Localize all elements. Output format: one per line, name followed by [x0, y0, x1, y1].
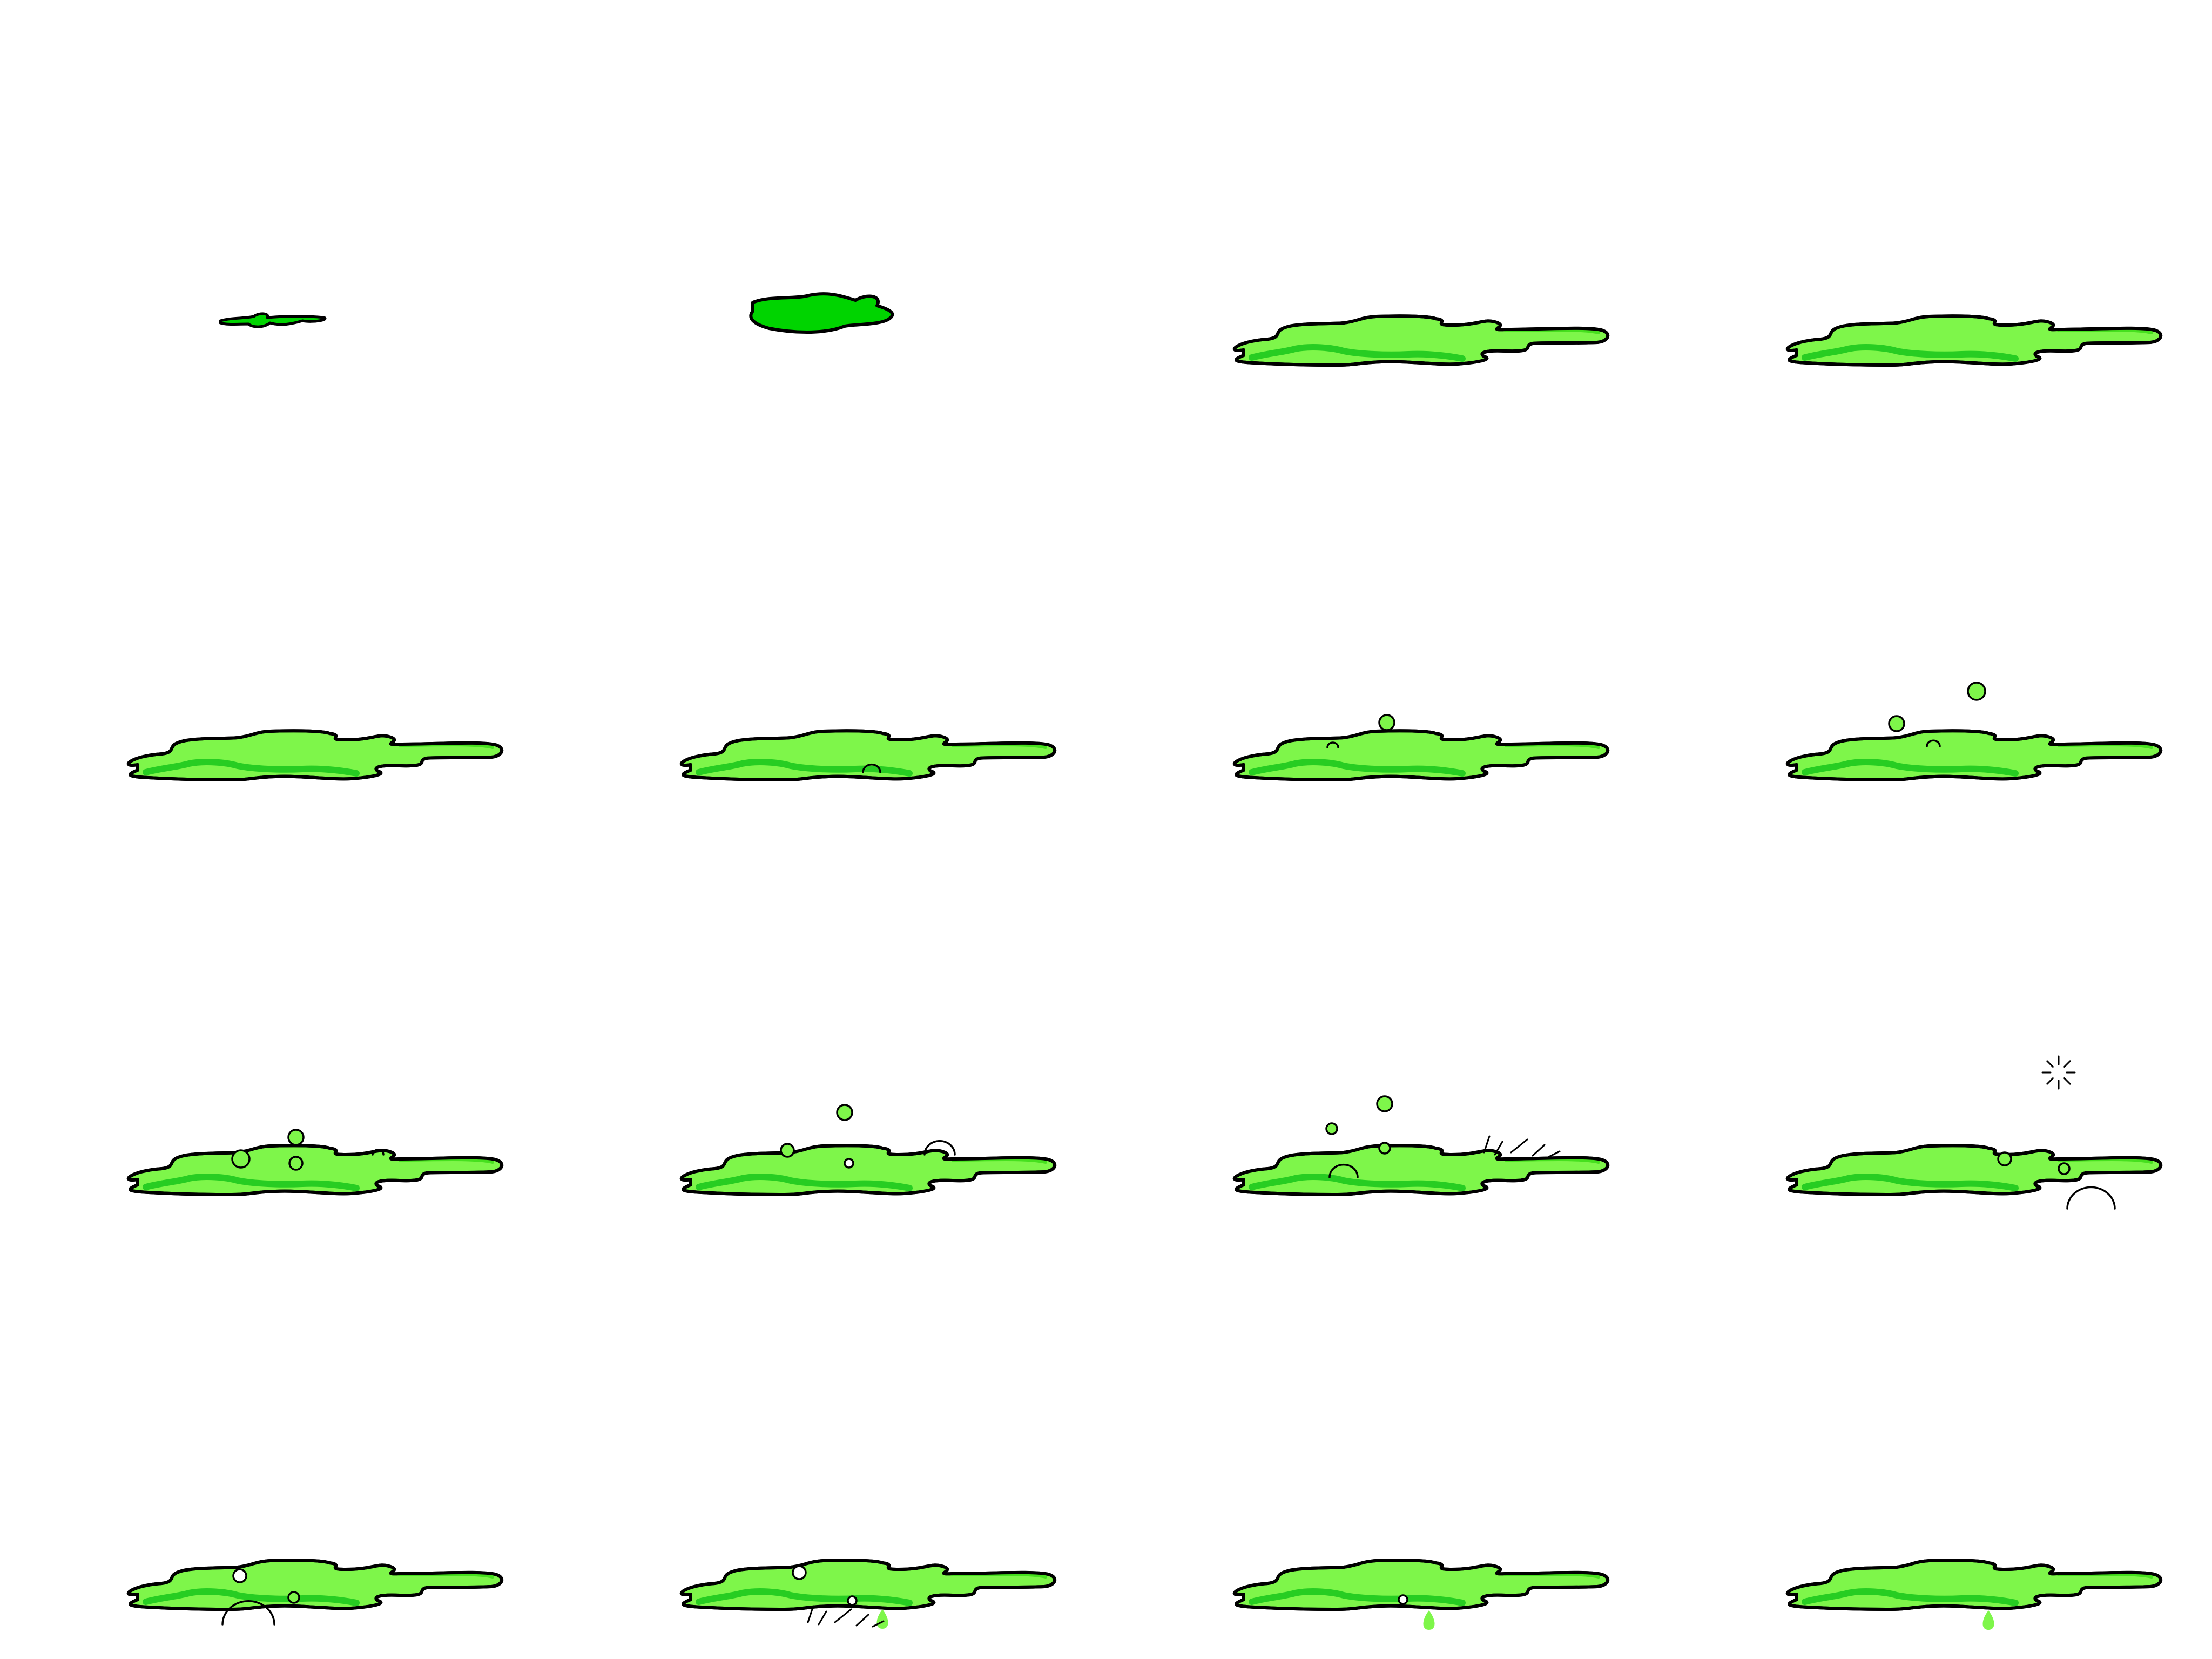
slime-body — [129, 731, 502, 780]
slime-body — [129, 1145, 502, 1195]
frame-5 — [0, 415, 553, 830]
frame-3 — [1106, 0, 1659, 415]
frame-12 — [1659, 830, 2212, 1244]
bubble — [793, 1566, 806, 1579]
bubble — [1889, 716, 1904, 731]
slime-puddle — [1235, 316, 1608, 365]
frame-10 — [553, 830, 1106, 1244]
slime-body — [682, 1145, 1055, 1195]
frame-4 — [1659, 0, 2212, 415]
frame-16 — [1659, 1244, 2212, 1659]
frame-8 — [1659, 415, 2212, 830]
bubble — [289, 1157, 302, 1170]
slime-body — [1235, 316, 1608, 365]
slime-puddle — [1235, 1145, 1608, 1195]
slime-puddle — [682, 1560, 1055, 1609]
bubble — [2059, 1163, 2069, 1174]
droplet — [877, 1609, 888, 1629]
slime-body — [682, 731, 1055, 780]
slime-body — [1788, 1560, 2161, 1609]
bubble — [233, 1569, 246, 1582]
slime-puddle — [1788, 1560, 2161, 1609]
frame-art — [0, 0, 553, 415]
slime-splat — [751, 294, 892, 332]
frame-6 — [553, 415, 1106, 830]
slime-body — [1235, 731, 1608, 780]
frame-7 — [1106, 415, 1659, 830]
frame-2 — [553, 0, 1106, 415]
frame-art — [1659, 0, 2212, 415]
pop-sparks — [2042, 1056, 2075, 1089]
bubble — [1379, 715, 1394, 730]
frame-art — [1106, 415, 1659, 830]
bubble — [1968, 683, 1985, 700]
slime-puddle — [1788, 1145, 2161, 1195]
bubble — [848, 1596, 857, 1605]
bubble — [288, 1592, 299, 1603]
frame-14 — [553, 1244, 1106, 1659]
slime-puddle — [129, 731, 502, 780]
frame-art — [553, 1244, 1106, 1659]
frame-art — [553, 0, 1106, 415]
slime-puddle — [1235, 731, 1608, 780]
frame-1 — [0, 0, 553, 415]
frame-art — [0, 415, 553, 830]
slime-puddle — [129, 1560, 502, 1609]
slime-puddle — [1235, 1560, 1608, 1609]
slime-splat — [220, 314, 325, 327]
splash-streaks — [808, 1606, 884, 1627]
slime-body — [682, 1560, 1055, 1609]
slime-body — [1788, 316, 2161, 365]
slime-body — [129, 1560, 502, 1609]
droplet — [1983, 1610, 1994, 1630]
frame-art — [1106, 1244, 1659, 1659]
slime-body — [1788, 1145, 2161, 1195]
frame-15 — [1106, 1244, 1659, 1659]
frame-13 — [0, 1244, 553, 1659]
frame-art — [1106, 0, 1659, 415]
bubble — [1326, 1123, 1337, 1134]
bubble — [781, 1144, 794, 1157]
slime-puddle — [682, 731, 1055, 780]
frame-art — [1659, 830, 2212, 1244]
frame-art — [1106, 830, 1659, 1244]
splash-streaks — [1484, 1136, 1560, 1157]
frame-art — [0, 1244, 553, 1659]
bubble — [845, 1159, 853, 1168]
bubble — [1998, 1152, 2011, 1165]
splat-shape — [220, 314, 325, 327]
slime-body — [1235, 1145, 1608, 1195]
bubble — [1379, 1143, 1390, 1154]
slime-puddle — [1788, 316, 2161, 365]
frame-art — [553, 415, 1106, 830]
bubble — [232, 1150, 249, 1168]
slime-puddle — [129, 1145, 502, 1195]
slime-body — [1788, 731, 2161, 780]
frame-9 — [0, 830, 553, 1244]
bubble — [837, 1105, 852, 1120]
slime-puddle — [682, 1145, 1055, 1195]
frame-art — [1659, 1244, 2212, 1659]
slime-body — [1235, 1560, 1608, 1609]
bubble-rim — [2067, 1187, 2115, 1209]
splat-shape — [751, 294, 892, 332]
bubble — [1399, 1595, 1407, 1604]
frame-art — [1659, 415, 2212, 830]
frame-art — [553, 830, 1106, 1244]
droplet — [1424, 1610, 1435, 1630]
frame-11 — [1106, 830, 1659, 1244]
bubble — [1377, 1096, 1392, 1111]
bubble — [288, 1130, 304, 1145]
slime-puddle — [1788, 731, 2161, 780]
frame-art — [0, 830, 553, 1244]
